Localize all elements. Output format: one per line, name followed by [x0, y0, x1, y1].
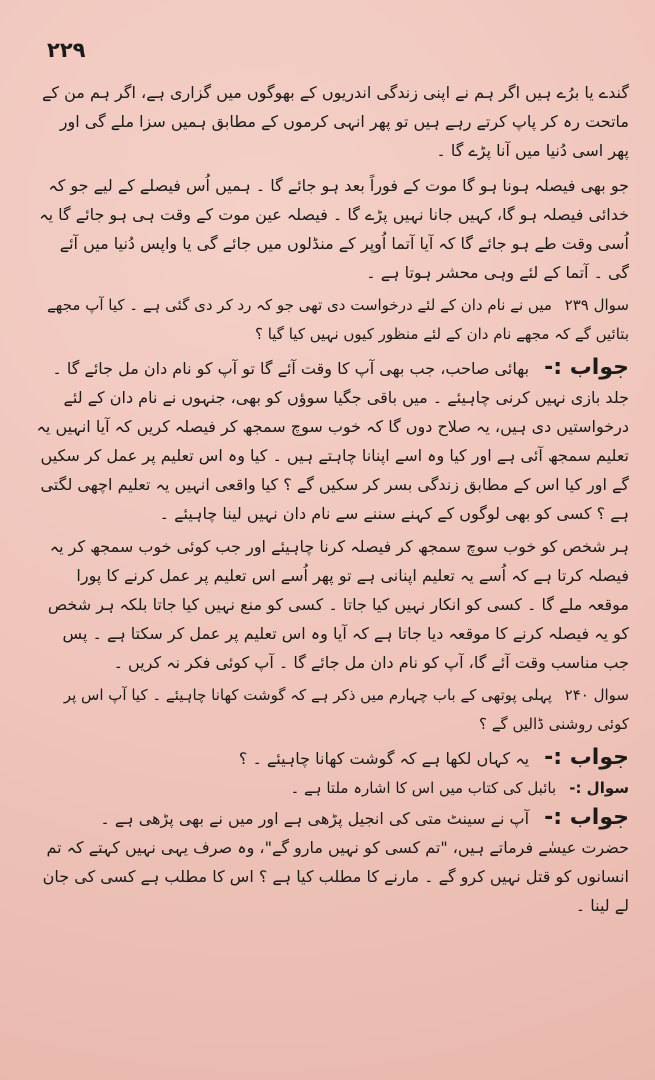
answer-240-text: یہ کہاں لکھا ہے کہ گوشت کھانا چاہیئے ۔ ؟ — [238, 749, 530, 768]
answer-239-text-1: بھائی صاحب، جب بھی آپ کا وقت آئے گا تو آپ کو نام دان مل جائے گا ۔ جلد بازی نہیں کرنی چاہیئے ۔ میں باقی جگیا سوؤں کو بھی، جنہوں نے نام دان کے لئے درخواستیں دی ہیں، یہ صلاح دوں گا کہ خوب سوچ سمجھ کر فیصلہ کریں کہ آیا انہیں یہ تعلیم سمجھ آئی ہے اور کیا وہ اسے اپنانا چاہتے ہیں ۔ کیا وہ اس تعلیم پر عمل کر سکیں گے اور کیا اس کے مطابق زندگی بسر کر سکیں گے ؟ کیا واقعی انہیں یہ تعلیم اچھی لگتی ہے ؟ کسی کو بھی لوگوں کے کہنے سننے سے نام دان نہیں لینا چاہیئے ۔ — [36, 359, 629, 523]
question-240 — [36, 681, 629, 739]
answer-240b-text-1: آپ نے سینٹ متی کی انجیل پڑھی ہے اور میں نے بھی پڑھی ہے ۔ — [100, 809, 530, 828]
question-240b — [36, 773, 629, 803]
question-240-label: سوال ۲۴۰ — [564, 686, 629, 704]
paragraph-2: جو بھی فیصلہ ہونا ہو گا موت کے فوراً بعد ہو جائے گا ۔ ہمیں اُس فیصلے کے لیے جو کہ خدائی فیصلہ ہو گا، کہیں جانا نہیں پڑے گا ۔ فیصلہ عین موت کے وقت ہی ہو جائے گا یہ اُسی وقت طے ہو جائے گا کہ آیا آتما اُوپر کے منڈلوں میں جائے گی یا واپس دُنیا میں آئے گی ۔ آتما کے لئے وہی محشر ہوتا ہے ۔ — [39, 176, 629, 282]
answer-239-paragraph-2: ہر شخص کو خوب سوچ سمجھ کر فیصلہ کرنا چاہیئے اور جب کوئی خوب سمجھ کر یہ فیصلہ کرتا ہے کہ اُسے یہ تعلیم اپنانی ہے تو پھر اُسے اس تعلیم پر عمل کرنے کا پورا موقعہ ملے گا ۔ کسی کو انکار نہیں کیا جاتا ۔ کسی کو منع نہیں کیا جاتا بلکہ ہر شخص کو یہ فیصلہ کرنے کا موقعہ دیا جاتا ہے کہ آیا وہ اس تعلیم پر عمل کر سکتا ہے ۔ پس جب مناسب وقت آئے گا، آپ کو نام دان مل جائے گا ۔ آپ کوئی فکر نہ کریں ۔ — [47, 537, 629, 672]
question-240-text: پہلی پوتھی کے باب چہارم میں ذکر ہے کہ گوشت کھانا چاہیئے ۔ کیا آپ اس پر کوئی روشنی ڈالیں گے ؟ — [63, 686, 629, 733]
answer-240b-paragraph-2: حضرت عیسٰے فرماتے ہیں، "تم کسی کو نہیں مارو گے"، وہ صرف یہی نہیں کہتے کہ تم انسانوں کو قتل نہیں کرو گے ۔ مارنے کا مطلب کیا ہے ؟ اس کا مطلب ہے کسی کی جان لے لینا ۔ — [42, 838, 629, 915]
answer-239-paragraph-1 — [36, 353, 629, 528]
question-239 — [36, 291, 629, 349]
question-239-label: سوال ۲۳۹ — [564, 296, 629, 314]
answer-240b-paragraph-1 — [36, 803, 629, 833]
answer-240-label: جواب :- — [544, 745, 629, 770]
page-number: ۲۲۹ — [47, 38, 86, 62]
question-240b-text: بائبل کی کتاب میں اس کا اشارہ ملتا ہے ۔ — [290, 779, 557, 797]
question-240b-label: سوال :- — [569, 779, 629, 797]
paragraph-1: گندے یا برُے ہیں اگر ہم نے اپنی زندگی اندریوں کے بھوگوں میں گزاری ہے، اگر ہم من کے ماتحت رہ کر پاپ کرتے رہے ہیں تو پھر انہی کرموں کے مطابق ہمیں سزا ملے گی اور پھر اسی دُنیا میں آنا پڑے گا ۔ — [42, 83, 629, 160]
answer-240b-label: جواب :- — [544, 805, 629, 830]
answer-240 — [36, 743, 629, 773]
question-239-text: میں نے نام دان کے لئے درخواست دی تھی جو کہ رد کر دی گئی ہے ۔ کیا آپ مجھے بتائیں گے کہ مجھے نام دان کے لئے منظور کیوں نہیں کیا گیا ؟ — [47, 296, 629, 343]
page-text — [36, 78, 629, 920]
answer-239-label: جواب :- — [544, 355, 629, 380]
